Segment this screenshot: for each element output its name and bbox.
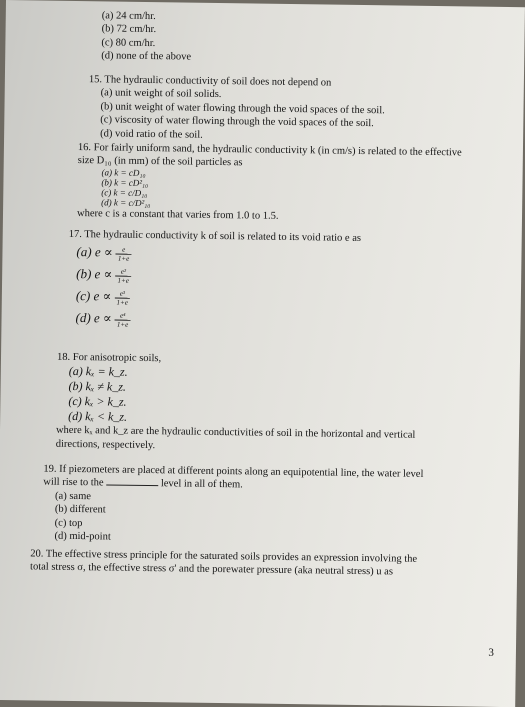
question-20 bbox=[30, 547, 417, 579]
option: (b) 72 cm/hr. bbox=[101, 23, 157, 36]
fraction bbox=[116, 268, 132, 285]
question-note: where c is a constant that varies from 1.0 to 1.5. bbox=[76, 208, 279, 223]
fraction-denominator: 1+e bbox=[117, 276, 129, 285]
option: (a) 24 cm/hr. bbox=[101, 10, 156, 23]
question-note: where kₓ and k_z are the hydraulic conductivities of soil in the horizontal and vertical bbox=[55, 425, 416, 442]
question-14-options bbox=[89, 9, 192, 64]
question-stem: 20. The effective stress principle for the saturated soils provides an expression involving the bbox=[30, 548, 418, 565]
option: (d) none of the above bbox=[101, 50, 192, 63]
question-15 bbox=[88, 73, 385, 144]
option: (c) viscosity of water flowing through the void spaces of the soil. bbox=[100, 114, 374, 130]
question-note-cont: directions, respectively. bbox=[55, 438, 156, 451]
answer-blank bbox=[106, 477, 158, 487]
question-stem: 18. For anisotropic soils, bbox=[56, 351, 162, 365]
fraction-numerator: e³ bbox=[115, 289, 130, 298]
question-stem-cont: total stress σ, the effective stress σ' and the porewater pressure (aka neutral stress) u as bbox=[30, 561, 394, 578]
fraction-denominator: 1+e bbox=[116, 298, 128, 307]
option-label: (a) e ∝ bbox=[76, 244, 113, 260]
option: (b) unit weight of water flowing through the void spaces of the soil. bbox=[100, 101, 385, 117]
option: (d) void ratio of the soil. bbox=[100, 128, 203, 141]
question-stem: 17. The hydraulic conductivity k of soil is related to its void ratio e as bbox=[68, 228, 362, 244]
fraction-numerator: e bbox=[116, 246, 131, 255]
fraction bbox=[115, 312, 131, 329]
stem-text: level in all of them. bbox=[160, 478, 243, 491]
option: (a) k = cD₁₀ bbox=[101, 167, 146, 178]
fraction-numerator: e² bbox=[116, 268, 131, 277]
fraction-denominator: 1+e bbox=[116, 320, 129, 329]
option: (a) unit weight of soil solids. bbox=[100, 87, 222, 101]
question-16 bbox=[77, 141, 462, 226]
question-stem: 15. The hydraulic conductivity of soil does not depend on bbox=[88, 74, 332, 89]
option-label: (b) e ∝ bbox=[76, 266, 113, 282]
option: (d) kₓ < k_z. bbox=[68, 409, 128, 425]
fraction-denominator: 1+e bbox=[117, 254, 130, 263]
option: (b) kₓ ≠ k_z. bbox=[68, 379, 127, 395]
option bbox=[67, 307, 360, 333]
option: (d) k = c/D²₁₀ bbox=[101, 196, 151, 208]
fraction bbox=[116, 246, 132, 263]
option: (c) kₓ > k_z. bbox=[68, 394, 127, 410]
option-label: (c) e ∝ bbox=[75, 288, 112, 304]
option: (c) top bbox=[54, 517, 83, 529]
option: (c) 80 cm/hr. bbox=[101, 37, 156, 49]
fraction-numerator: e⁴ bbox=[115, 312, 130, 321]
question-19 bbox=[42, 463, 423, 549]
option: (a) kₓ = k_z. bbox=[68, 364, 128, 380]
question-stem-cont: size D₁₀ (in mm) of the soil particles as bbox=[77, 155, 243, 169]
option: (b) k = cD²₁₀ bbox=[101, 177, 149, 188]
question-17 bbox=[67, 228, 361, 334]
option: (b) different bbox=[54, 504, 106, 516]
option-label: (d) e ∝ bbox=[75, 310, 112, 326]
stem-text: will rise to the bbox=[43, 477, 104, 489]
option: (c) k = c/D₁₀ bbox=[101, 187, 148, 198]
option: (a) same bbox=[55, 490, 92, 503]
page-number: 3 bbox=[488, 646, 495, 659]
question-stem: 19. If piezometers are placed at different points along an equipotential line, the water level bbox=[43, 463, 424, 480]
question-18 bbox=[56, 351, 417, 456]
option: (d) mid-point bbox=[54, 530, 111, 543]
question-stem: 16. For fairly uniform sand, the hydraulic conductivity k (in cm/s) is related to the effective bbox=[77, 142, 462, 159]
fraction bbox=[114, 289, 130, 306]
